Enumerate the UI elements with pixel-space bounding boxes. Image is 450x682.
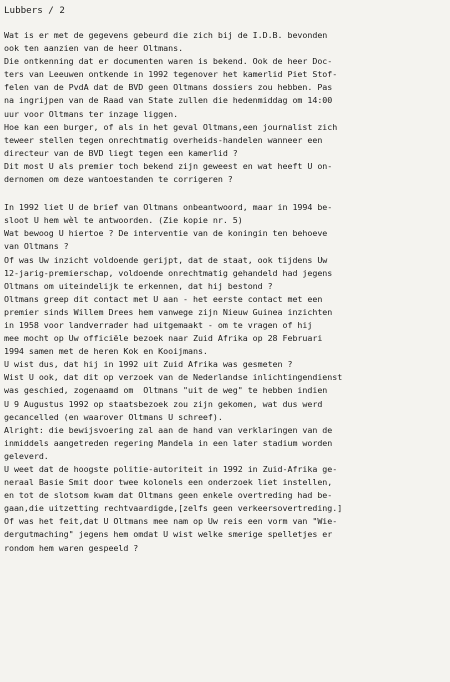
- paragraph: [4, 201, 440, 555]
- text-line: rondom hem waren gespeeld ?: [4, 542, 139, 553]
- text-line: van Oltmans ?: [4, 241, 69, 252]
- paragraph: [4, 29, 440, 186]
- text-line: 12-jarig-premierschap, voldoende onrechtmatig gehandeld had jegens: [4, 267, 333, 278]
- text-line: teweer stellen tegen onrechtmatig overheids-handelen wanneer een: [4, 134, 323, 145]
- text-line: Oltmans greep dit contact met U aan - het eerste contact met een: [4, 293, 323, 304]
- text-line: Dit most U als premier toch bekend zijn geweest en wat heeft U on-: [4, 160, 333, 171]
- text-line: na ingrijpen van de Raad van State zullen die hedenmiddag om 14:00: [4, 95, 333, 106]
- text-line: gecancelled (en waarover Oltmans U schreef).: [4, 411, 223, 422]
- text-line: Hoe kan een burger, of als in het geval Oltmans,een journalist zich: [4, 121, 338, 132]
- text-line: in 1958 voor landverrader had uitgemaakt - om te vragen of hij: [4, 319, 313, 330]
- text-line: directeur van de BVD liegt tegen een kamerlid ?: [4, 147, 238, 158]
- text-line: mee mocht op Uw officiële bezoek naar Zuid Afrika op 28 Februari: [4, 333, 323, 344]
- text-line: sloot U hem wèl te antwoorden. (Zie kopie nr. 5): [4, 215, 243, 226]
- text-line: Oltmans om uiteindelijk te erkennen, dat hij bestond ?: [4, 280, 273, 291]
- text-line: uur voor Oltmans ter inzage liggen.: [4, 108, 179, 119]
- text-line: ook ten aanzien van de heer Oltmans.: [4, 43, 184, 54]
- text-line: Die ontkenning dat er documenten waren is bekend. Ook de heer Doc-: [4, 56, 333, 67]
- text-line: geleverd.: [4, 450, 49, 461]
- text-line: gaan,die uitzetting rechtvaardigde,[zelfs geen verkeersovertreding.]: [4, 503, 343, 514]
- text-line: Alright: die bewijsvoering zal aan de hand van verklaringen van de: [4, 424, 333, 435]
- page-header: Lubbers / 2: [4, 5, 65, 16]
- text-line: Of was het feit,dat U Oltmans mee nam op Uw reis een vorm van "Wie-: [4, 516, 338, 527]
- text-line: Of was Uw inzicht voldoende gerijpt, dat de staat, ook tijdens Uw: [4, 254, 328, 265]
- text-line: Wist U ook, dat dit op verzoek van de Nederlandse inlichtingendienst: [4, 372, 343, 383]
- text-line: In 1992 liet U de brief van Oltmans onbeantwoord, maar in 1994 be-: [4, 202, 333, 213]
- text-line: felen van de PvdA dat de BVD geen Oltmans dossiers zou hebben. Pas: [4, 82, 333, 93]
- text-line: U 9 Augustus 1992 op staatsbezoek zou zijn gekomen, wat dus werd: [4, 398, 323, 409]
- text-line: ters van Leeuwen ontkende in 1992 tegenover het kamerlid Piet Stof-: [4, 69, 338, 80]
- text-line: dernomen om deze wantoestanden te corrigeren ?: [4, 174, 233, 185]
- text-line: inmiddels aangetreden regering Mandela in een later stadium worden: [4, 437, 333, 448]
- text-line: Wat bewoog U hiertoe ? De interventie van de koningin ten behoeve: [4, 228, 328, 239]
- text-line: en tot de slotsom kwam dat Oltmans geen enkele overtreding had be-: [4, 490, 333, 501]
- document-body: [4, 29, 440, 555]
- text-line: U weet dat de hoogste politie-autoriteit in 1992 in Zuid-Afrika ge-: [4, 464, 338, 474]
- text-line: 1994 samen met de heren Kok en Kooijmans.: [4, 346, 208, 357]
- text-line: U wist dus, dat hij in 1992 uit Zuid Afrika was gesmeten ?: [4, 359, 293, 370]
- text-line: Wat is er met de gegevens gebeurd die zich bij de I.D.B. bevonden: [4, 30, 328, 40]
- text-line: dergutmaching" jegens hem omdat U wist welke smerige spelletjes er: [4, 529, 333, 540]
- text-line: was geschied, zogenaamd om Oltmans "uit de weg" te hebben indien: [4, 385, 328, 396]
- text-line: premier sinds Willem Drees hem vanwege zijn Nieuw Guinea inzichten: [4, 306, 333, 317]
- paragraph-gap: [4, 186, 440, 201]
- text-line: neraal Basie Smit door twee kolonels een onderzoek liet instellen,: [4, 477, 333, 488]
